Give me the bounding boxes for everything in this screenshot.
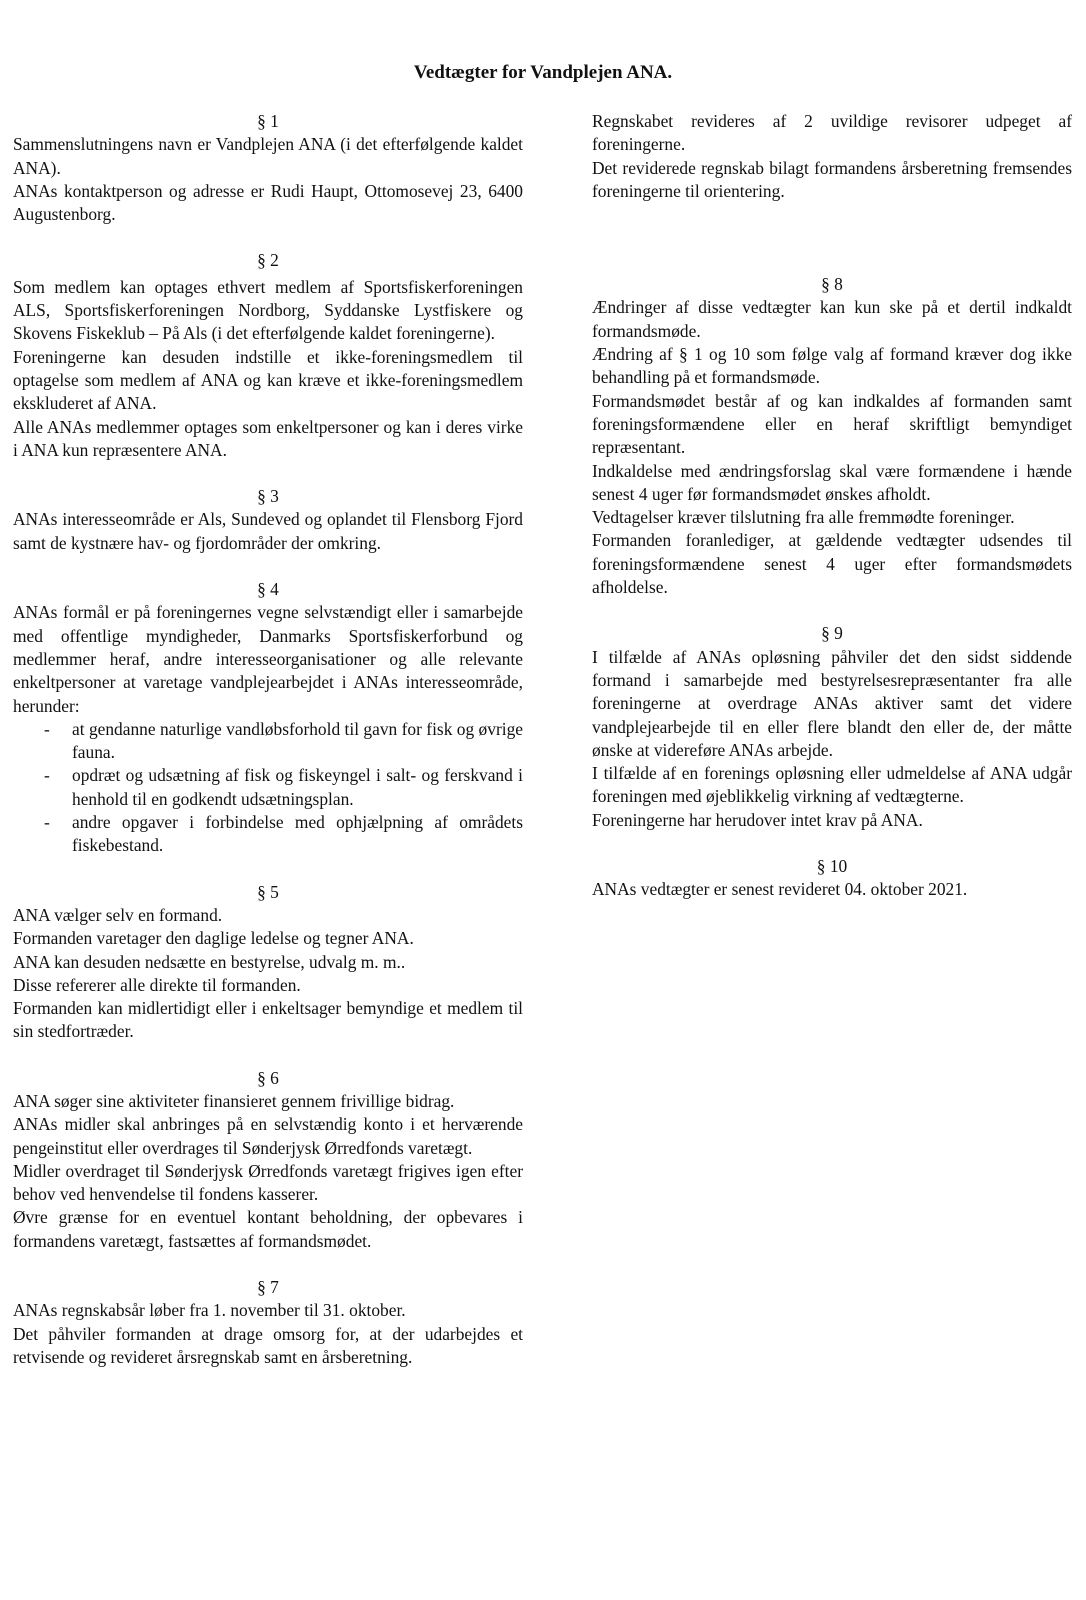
paragraph: ANAs interesseområde er Als, Sundeved og oplandet til Flensborg Fjord samt de kystnære hav- og fjordområder der omkring. xyxy=(13,509,523,553)
paragraph: Vedtagelser kræver tilslutning fra alle fremmødte foreninger. xyxy=(592,507,1015,528)
section-9 xyxy=(592,622,1072,832)
paragraph: ANAs formål er på foreningernes vegne selvstændigt eller i samarbejde med offentlige myndigheder, Danmarks Sportsfiskerforbund og medlemmer heraf, andre interesseorganisationer og alle relevante enkeltpersoner at varetage vandplejearbejdet i ANAs interesseområde, herunder: xyxy=(13,602,523,716)
section-8 xyxy=(592,273,1072,599)
paragraph: ANAs kontaktperson og adresse er Rudi Haupt, Ottomosevej 23, 6400 Augustenborg. xyxy=(13,180,523,225)
paragraph: Øvre grænse for en eventuel kontant beholdning, der opbevares i formandens varetægt, fastsættes af formandsmødet. xyxy=(13,1207,523,1251)
paragraph: ANA vælger selv en formand. xyxy=(13,904,223,925)
paragraph: Sammenslutningens navn er Vandplejen ANA (i det efterfølgende kaldet ANA). xyxy=(13,134,523,178)
section-number: § 6 xyxy=(257,1067,279,1088)
paragraph: Det påhviler formanden at drage omsorg for, at der udarbejdes et retvisende og revideret årsregnskab samt en årsberetning. xyxy=(13,1323,523,1367)
paragraph: Foreningerne kan desuden indstille et ikke-foreningsmedlem til optagelse som medlem af ANA og kan kræve et ikke-foreningsmedlem ekskluderet af ANA. xyxy=(13,346,523,414)
paragraph: Indkaldelse med ændringsforslag skal være formændene i hænde senest 4 uger før formandsmødet ønskes afholdt. xyxy=(592,460,1072,504)
section-2 xyxy=(13,249,523,462)
paragraph: I tilfælde af ANAs opløsning påhviler det den sidst siddende formand i samarbejde med bestyrelsesrepræsentanter fra alle foreningerne at overdrage ANAs aktiver samt det videre vandplejearbejde til en eller flere blandt den eller de, der måtte ønske at videreføre ANAs arbejde. xyxy=(592,646,1072,760)
section-6 xyxy=(13,1067,523,1253)
list-item: - at gendanne naturlige vandløbsforhold til gavn for fisk og øvrige fauna. xyxy=(13,718,523,765)
paragraph: Som medlem kan optages ethvert medlem af Sportsfiskerforeningen ALS, Sportsfiskerforeningen Nordborg, Syddanske Lystfiskere og Skovens Fiskeklub – På Als (i det efterfølgende kaldet foreningerne). xyxy=(13,276,523,344)
list-item: - opdræt og udsætning af fisk og fiskeyngel i salt- og ferskvand i henhold til en godkendt udsætningsplan. xyxy=(13,764,523,811)
section-number: § 7 xyxy=(257,1277,279,1298)
section-number: § 4 xyxy=(257,579,279,600)
paragraph: Regnskabet revideres af 2 uvildige revisorer udpeget af foreningerne. xyxy=(592,111,1072,155)
section-7 xyxy=(13,1276,523,1369)
bullet-list xyxy=(13,718,523,858)
paragraph: Disse refererer alle direkte til formanden. xyxy=(13,974,301,995)
section-number: § 3 xyxy=(257,486,279,507)
paragraph: Formanden foranlediger, at gældende vedtægter udsendes til foreningsformændene senest 4 uger efter formandsmødets afholdelse. xyxy=(592,530,1072,598)
paragraph: Midler overdraget til Sønderjysk Ørredfonds varetægt frigives igen efter behov ved henvendelse til fondens kasserer. xyxy=(13,1160,523,1205)
section-number: § 10 xyxy=(816,856,848,877)
paragraph: Alle ANAs medlemmer optages som enkeltpersoner og kan i deres virke i ANA kun repræsentere ANA. xyxy=(13,416,523,460)
section-number: § 5 xyxy=(257,881,279,902)
paragraph: ANA kan desuden nedsætte en bestyrelse, udvalg m. m.. xyxy=(13,951,406,972)
document-title: Vedtægter for Vandplejen ANA. xyxy=(413,62,673,83)
paragraph: Det reviderede regnskab bilagt formandens årsberetning fremsendes foreningerne til orientering. xyxy=(592,157,1072,201)
right-column xyxy=(592,110,1072,902)
paragraph: I tilfælde af en forenings opløsning eller udmeldelse af ANA udgår foreningen med øjeblikkelig virkning af vedtægterne. xyxy=(592,763,1072,807)
paragraph: ANAs regnskabsår løber fra 1. november til 31. oktober. xyxy=(13,1300,406,1321)
section-7-continued xyxy=(592,110,1072,203)
paragraph: Formandsmødet består af og kan indkaldes af formanden samt foreningsformændene eller en heraf skriftligt bemyndiget repræsentant. xyxy=(592,390,1072,458)
paragraph: ANA søger sine aktiviteter finansieret gennem frivillige bidrag. xyxy=(13,1090,455,1111)
paragraph: Formanden kan midlertidigt eller i enkeltsager bemyndige et medlem til sin stedfortræder. xyxy=(13,998,523,1042)
section-number: § 9 xyxy=(821,623,843,644)
section-number: § 8 xyxy=(821,274,843,295)
paragraph: ANAs vedtægter er senest revideret 04. oktober 2021. xyxy=(592,879,968,900)
paragraph: Foreningerne har herudover intet krav på ANA. xyxy=(592,809,923,830)
list-item: - andre opgaver i forbindelse med ophjælpning af områdets fiskebestand. xyxy=(13,811,523,858)
section-1 xyxy=(13,110,523,226)
section-10 xyxy=(592,855,1072,902)
section-4 xyxy=(13,578,523,858)
section-3 xyxy=(13,485,523,555)
paragraph: Formanden varetager den daglige ledelse og tegner ANA. xyxy=(13,928,414,949)
section-5 xyxy=(13,881,523,1044)
left-column xyxy=(13,110,523,1369)
paragraph: Ændringer af disse vedtægter kan kun ske på et dertil indkaldt formandsmøde. xyxy=(592,297,1072,341)
paragraph: ANAs midler skal anbringes på en selvstændig konto i et herværende pengeinstitut eller overdrages til Sønderjysk Ørredfonds varetægt. xyxy=(13,1114,523,1158)
section-number: § 2 xyxy=(257,250,279,271)
section-number: § 1 xyxy=(257,111,279,131)
paragraph: Ændring af § 1 og 10 som følge valg af formand kræver dog ikke behandling på et formandsmøde. xyxy=(592,344,1072,388)
